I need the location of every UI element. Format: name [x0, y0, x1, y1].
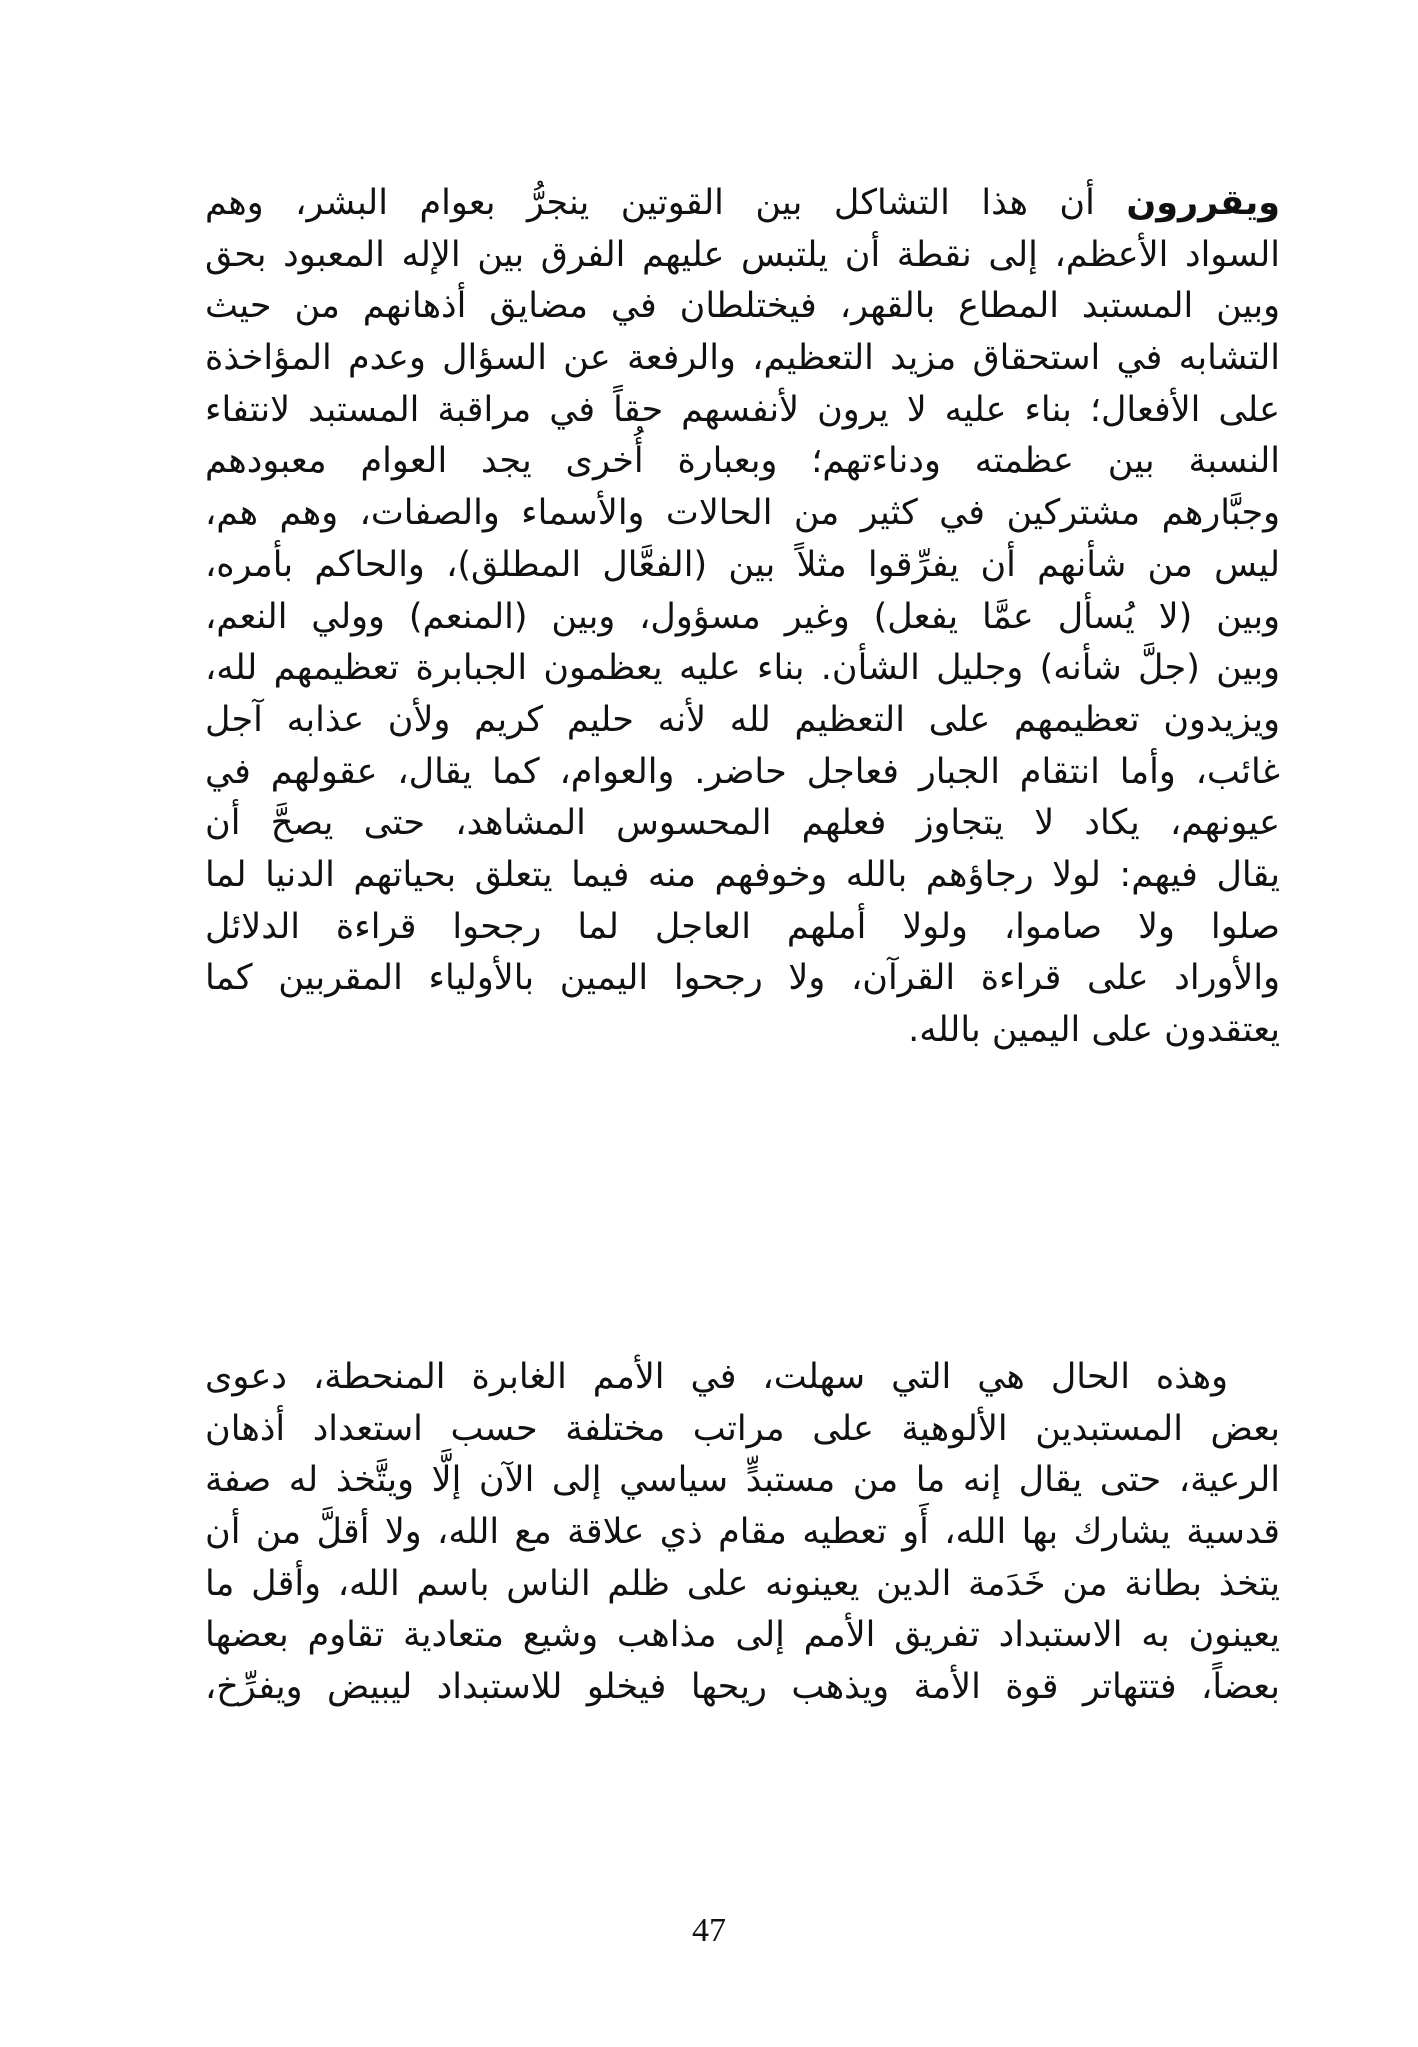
text-line: وهذه الحال هي التي سهلت، في الأمم الغابرة المنحطة، دعوى [205, 1357, 1228, 1397]
text-line: وبين المستبد المطاع بالقهر، فيختلطان في مضايق أذهانهم من حيث [205, 286, 1280, 327]
text-line: والأوراد على قراءة القرآن، ولا رجحوا اليمين بالأولياء المقربين كما [205, 958, 1280, 999]
text-line: على الأفعال؛ بناء عليه لا يرون لأنفسهم حقاً في مراقبة المستبد لانتفاء [205, 389, 1280, 430]
text-line: النسبة بين عظمته ودناءتهم؛ وبعبارة أُخرى يجد العوام معبودهم [205, 441, 1280, 482]
text-line: قدسية يشارك بها الله، أَو تعطيه مقام ذي علاقة مع الله، ولا أقلَّ من أن [205, 1512, 1280, 1553]
text-line: غائب، وأما انتقام الجبار فعاجل حاضر. والعوام، كما يقال، عقولهم في [205, 751, 1280, 792]
text-line: وبين (لا يُسأل عمَّا يفعل) وغير مسؤول، وبين (المنعم) وولي النعم، [205, 596, 1280, 637]
page-number: 47 [692, 1912, 726, 1949]
text-line: وبين (جلَّ شأنه) وجليل الشأن. بناء عليه يعظمون الجبابرة تعظيمهم لله، [205, 648, 1280, 689]
text-line: ويقررون أن هذا التشاكل بين القوتين ينجرُّ بعوام البشر، وهم [205, 183, 1280, 223]
text-line: ليس من شأنهم أن يفرِّقوا مثلاً بين (الفعَّال المطلق)، والحاكم بأمره، [205, 544, 1280, 585]
text-line: يعينون به الاستبداد تفريق الأمم إلى مذاهب وشيع متعادية تقاوم بعضها [205, 1615, 1280, 1656]
text-line: الرعية، حتى يقال إنه ما من مستبدٍّ سياسي إلى الآن إلَّا ويتَّخذ له صفة [205, 1460, 1280, 1501]
text-line: يقال فيهم: لولا رجاؤهم بالله وخوفهم منه فيما يتعلق بحياتهم الدنيا لما [205, 854, 1280, 895]
text-line: يعتقدون على اليمين بالله. [908, 1010, 1280, 1050]
paragraph-2 [205, 1352, 1280, 1714]
paragraph-1 [205, 178, 1280, 1057]
text-line: ويزيدون تعظيمهم على التعظيم لله لأنه حليم كريم ولأن عذابه آجل [205, 699, 1280, 740]
lead-word: ويقررون [1126, 183, 1280, 223]
text-line: وجبَّارهم مشتركين في كثير من الحالات والأسماء والصفات، وهم هم، [205, 493, 1280, 534]
text-line: بعضاً، فتتهاتر قوة الأمة ويذهب ريحها فيخلو للاستبداد ليبيض ويفرِّخ، [205, 1667, 1280, 1708]
text-line: بعض المستبدين الألوهية على مراتب مختلفة حسب استعداد أذهان [205, 1408, 1280, 1449]
text-line: التشابه في استحقاق مزيد التعظيم، والرفعة عن السؤال وعدم المؤاخذة [205, 338, 1280, 379]
text-line: صلوا ولا صاموا، ولولا أملهم العاجل لما رجحوا قراءة الدلائل [205, 906, 1280, 947]
text-line: عيونهم، يكاد لا يتجاوز فعلهم المحسوس المشاهد، حتى يصحَّ أن [205, 803, 1280, 844]
text-line: يتخذ بطانة من خَدَمة الدين يعينونه على ظلم الناس باسم الله، وأقل ما [205, 1563, 1280, 1604]
text-line: السواد الأعظم، إلى نقطة أن يلتبس عليهم الفرق بين الإله المعبود بحق [205, 234, 1280, 275]
